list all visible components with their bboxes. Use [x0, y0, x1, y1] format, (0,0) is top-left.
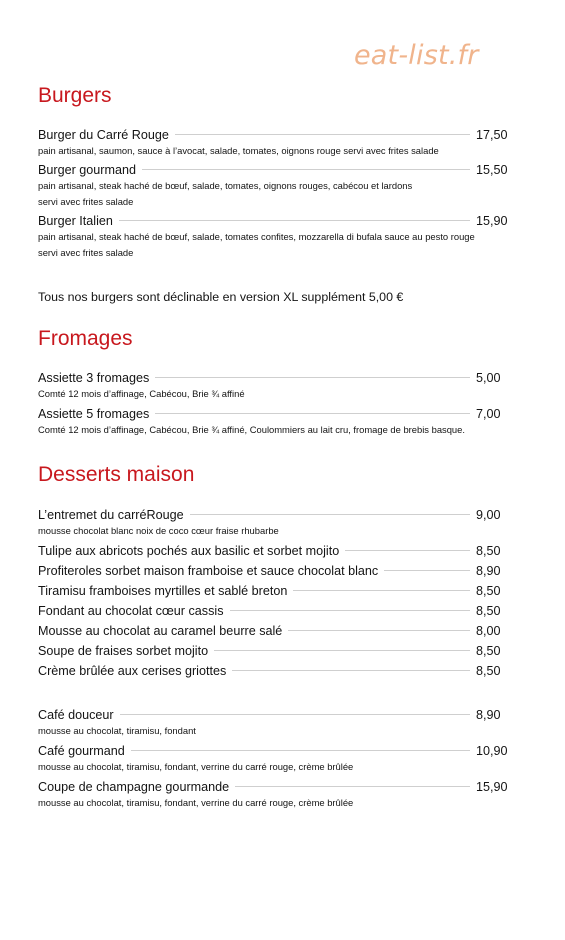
item-price: 15,50	[476, 163, 508, 177]
item-name: Burger du Carré Rouge	[38, 128, 169, 142]
menu-item	[38, 563, 510, 579]
menu-item	[38, 127, 510, 143]
item-name: Fondant au chocolat cœur cassis	[38, 604, 224, 618]
item-price: 8,50	[476, 644, 501, 658]
item-price: 9,00	[476, 508, 501, 522]
item-description: mousse chocolat blanc noix de coco cœur fraise rhubarbe	[38, 525, 279, 536]
item-description: pain artisanal, steak haché de bœuf, salade, tomates confites, mozzarella di bufala sauce au pesto rouge	[38, 231, 475, 242]
leader-line	[345, 550, 470, 551]
menu-item	[38, 543, 510, 559]
item-name: Assiette 3 fromages	[38, 371, 150, 385]
menu-item	[38, 663, 510, 679]
item-price: 10,90	[476, 744, 508, 758]
item-description: pain artisanal, saumon, sauce à l’avocat, salade, tomates, oignons rouge servi avec frites salade	[38, 145, 439, 156]
item-price: 8,90	[476, 564, 501, 578]
leader-line	[175, 134, 470, 135]
burgers-list	[38, 127, 518, 261]
item-price: 8,00	[476, 624, 501, 638]
menu-item	[38, 583, 510, 599]
burgers-note: Tous nos burgers sont déclinable en version XL supplément 5,00 €	[38, 290, 404, 304]
item-name: Assiette 5 fromages	[38, 407, 150, 421]
item-name: Burger Italien	[38, 214, 113, 228]
menu-item	[38, 779, 510, 795]
fromages-list	[38, 370, 518, 438]
item-name: Soupe de fraises sorbet mojito	[38, 644, 209, 658]
item-description: mousse au chocolat, tiramisu, fondant, verrine du carré rouge, crème brûlée	[38, 761, 354, 772]
item-name: Coupe de champagne gourmande	[38, 780, 230, 794]
leader-line	[232, 670, 470, 671]
leader-line	[288, 630, 470, 631]
item-name: Tulipe aux abricots pochés aux basilic et sorbet mojito	[38, 544, 340, 558]
item-name: Tiramisu framboises myrtilles et sablé breton	[38, 584, 288, 598]
desserts-extras-list	[38, 707, 518, 811]
item-description: servi avec frites salade	[38, 196, 134, 207]
leader-line	[155, 413, 470, 414]
item-price: 8,50	[476, 664, 501, 678]
menu-item	[38, 643, 510, 659]
item-name: Profiteroles sorbet maison framboise et sauce chocolat blanc	[38, 564, 379, 578]
item-description: pain artisanal, steak haché de bœuf, salade, tomates, oignons rouges, cabécou et lardons	[38, 180, 413, 191]
item-name: L’entremet du carréRouge	[38, 508, 184, 522]
menu-item	[38, 213, 510, 229]
desserts-list	[38, 507, 518, 679]
section-title-desserts: Desserts maison	[38, 463, 195, 486]
item-price: 17,50	[476, 128, 508, 142]
menu-item	[38, 162, 510, 178]
item-price: 8,50	[476, 604, 501, 618]
item-price: 7,00	[476, 407, 501, 421]
leader-line	[155, 377, 470, 378]
watermark: eat-list.fr	[354, 40, 479, 71]
menu-item	[38, 406, 510, 422]
item-name: Crème brûlée aux cerises griottes	[38, 664, 227, 678]
item-description: Comté 12 mois d’affinage, Cabécou, Brie ¾ affiné	[38, 388, 245, 399]
item-description: mousse au chocolat, tiramisu, fondant	[38, 725, 196, 736]
section-title-fromages: Fromages	[38, 327, 133, 350]
leader-line	[190, 514, 470, 515]
item-price: 15,90	[476, 780, 508, 794]
menu-item	[38, 707, 510, 723]
item-description: Comté 12 mois d’affinage, Cabécou, Brie ¾ affiné, Coulommiers au lait cru, fromage de brebis basque.	[38, 424, 465, 435]
menu-item	[38, 623, 510, 639]
leader-line	[384, 570, 470, 571]
item-price: 15,90	[476, 214, 508, 228]
fromages-section	[38, 326, 518, 352]
leader-line	[120, 714, 470, 715]
item-price: 8,50	[476, 584, 501, 598]
item-name: Mousse au chocolat au caramel beurre salé	[38, 624, 283, 638]
item-price: 8,50	[476, 544, 501, 558]
menu-item	[38, 370, 510, 386]
item-description: servi avec frites salade	[38, 247, 134, 258]
menu-item	[38, 507, 510, 523]
leader-line	[119, 220, 470, 221]
item-description: mousse au chocolat, tiramisu, fondant, verrine du carré rouge, crème brûlée	[38, 797, 354, 808]
section-title-burgers: Burgers	[38, 84, 112, 107]
item-price: 8,90	[476, 708, 501, 722]
leader-line	[142, 169, 470, 170]
leader-line	[293, 590, 470, 591]
item-price: 5,00	[476, 371, 501, 385]
desserts-section	[38, 462, 518, 488]
item-name: Café gourmand	[38, 744, 125, 758]
item-name: Burger gourmand	[38, 163, 137, 177]
item-name: Café douceur	[38, 708, 114, 722]
burgers-section	[38, 83, 518, 109]
leader-line	[230, 610, 471, 611]
leader-line	[214, 650, 470, 651]
leader-line	[131, 750, 470, 751]
leader-line	[235, 786, 470, 787]
menu-item	[38, 603, 510, 619]
menu-item	[38, 743, 510, 759]
